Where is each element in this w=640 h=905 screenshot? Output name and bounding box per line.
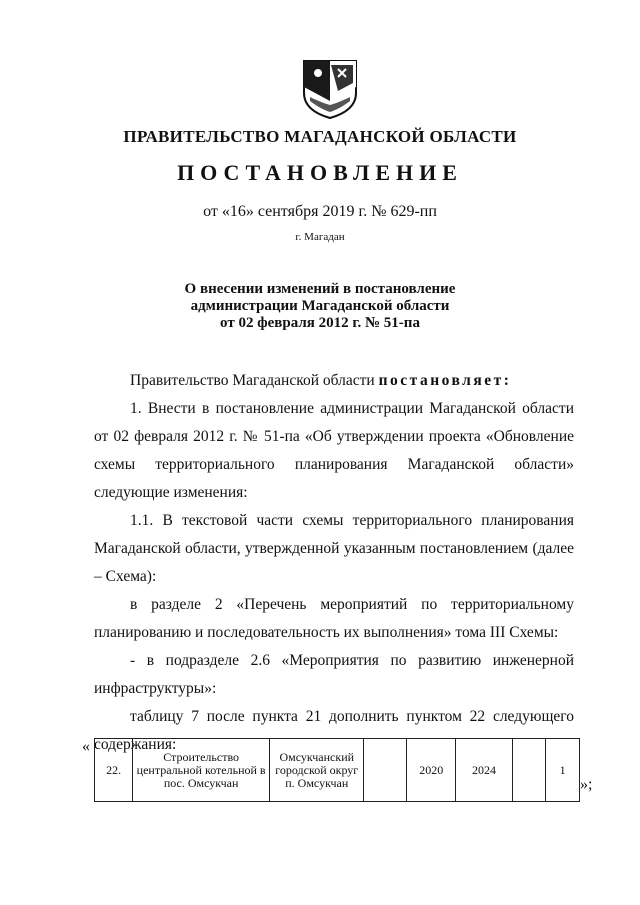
paragraph-1: 1. Внести в постановление администрации Магаданской области от 02 февраля 2012 г. № 51-па «Об утверждении проекта «Обновление схемы территориального планирования Магаданской области» следующие изменения: [94, 400, 574, 501]
paragraph-1-1: 1.1. В текстовой части схемы территориального планирования Магаданской области, утвержденной указанным постановлением (далее – Схема): [94, 512, 574, 585]
subject-line-1: О внесении изменений в постановление [184, 281, 456, 297]
preamble-action: постановляет: [378, 372, 512, 389]
subject-line-3: от 02 февраля 2012 г. № 51-па [220, 315, 420, 331]
document-subject [0, 281, 640, 332]
document-type: ПОСТАНОВЛЕНИЕ [177, 160, 463, 185]
table-row [95, 739, 580, 802]
paragraph-subsection-2-6: - в подразделе 2.6 «Мероприятия по развитию инженерной инфраструктуры»: [94, 652, 574, 697]
cell-col4 [364, 739, 407, 802]
cell-col7 [512, 739, 546, 802]
subject-line-2: администрации Магаданской области [190, 298, 450, 314]
paragraph-table-7: таблицу 7 после пункта 21 дополнить пунктом 22 следующего содержания: [94, 708, 574, 753]
cell-col8: 1 [546, 739, 580, 802]
cell-name: Строительство центральной котельной в пос. Омсукчан [133, 739, 270, 802]
quote-close: »; [580, 776, 593, 793]
preamble-text: Правительство Магаданской области [130, 372, 379, 389]
document-city: г. Магадан [295, 231, 345, 243]
paragraph-section-2: в разделе 2 «Перечень мероприятий по территориальному планированию и последовательность их выполнения» тома III Схемы: [94, 596, 574, 641]
inserted-table [94, 738, 580, 802]
cell-number: 22. [95, 739, 133, 802]
quote-open: « [82, 738, 90, 755]
document-body [94, 367, 574, 759]
organization-title: ПРАВИТЕЛЬСТВО МАГАДАНСКОЙ ОБЛАСТИ [123, 127, 517, 146]
cell-end-year: 2024 [456, 739, 512, 802]
coat-of-arms-icon [298, 57, 362, 119]
paragraph-preamble [94, 367, 574, 395]
cell-start-year: 2020 [407, 739, 456, 802]
document-date-number: от «16» сентября 2019 г. № 629-пп [203, 203, 437, 220]
cell-location: Омсукчанский городской округ п. Омсукчан [270, 739, 364, 802]
